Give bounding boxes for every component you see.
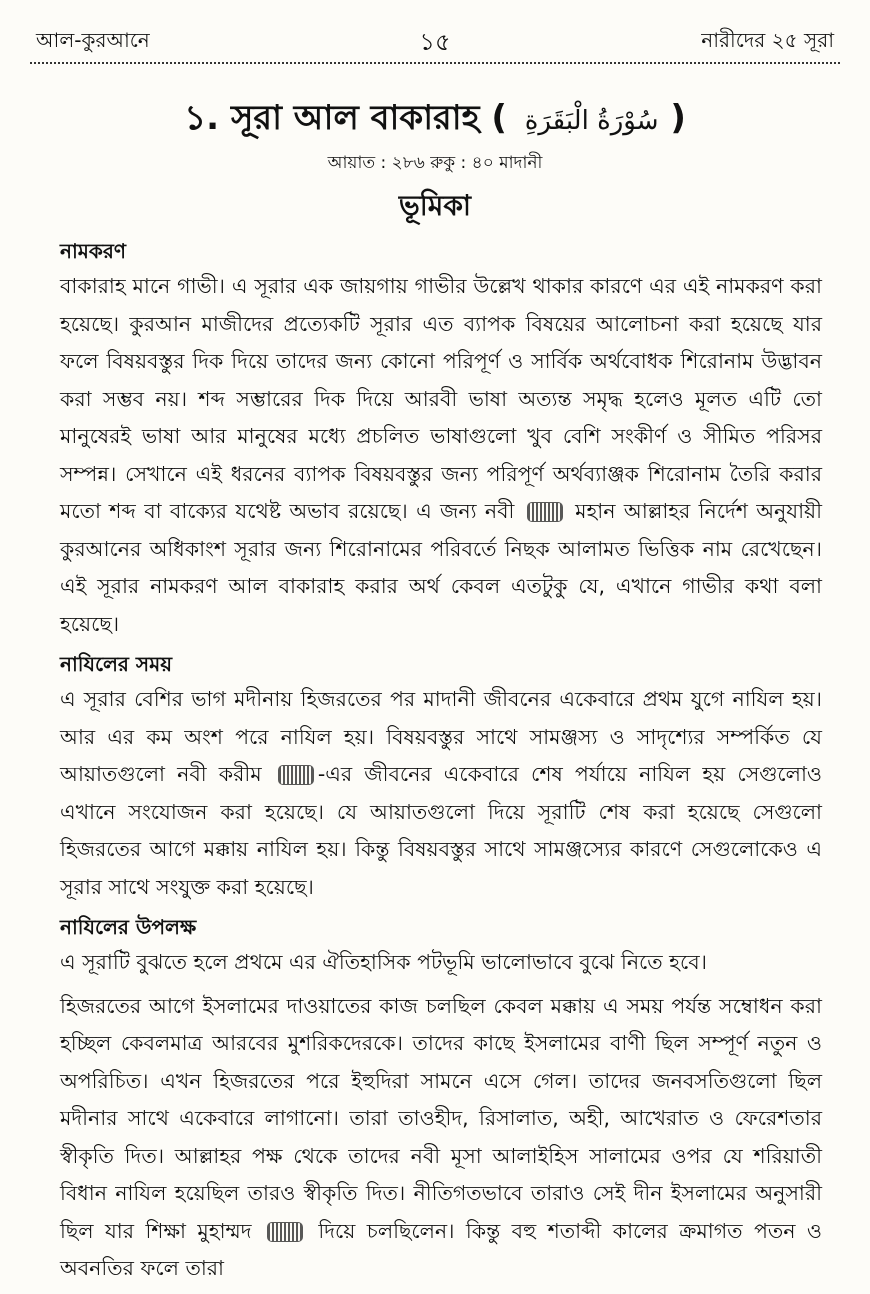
revelation-time-heading: নাযিলের সময় <box>60 652 172 676</box>
header-book-subtitle: নারীদের ২৫ সূরা <box>701 28 834 52</box>
naming-heading: নামকরণ <box>60 239 126 263</box>
surah-title <box>0 92 870 149</box>
revelation-text-1: এ সূরার বেশির ভাগ মদীনায় হিজরতের পর মাদানী জীবনের একেবারে প্রথম যুগে নাযিল হয়। আর এর কম অংশ পরে নাযিল হয়। বিষয়বস্তুর সাথে সামঞ্জস্য ও সাদৃশ্যের সম্পর্কিত যে আয়াতগুলো নবী করীম <box>60 687 822 786</box>
salawat-calligraphy-icon <box>267 1222 303 1242</box>
occasion-paragraph-2 <box>60 988 822 1288</box>
introduction-heading: ভূমিকা <box>398 189 472 222</box>
salawat-calligraphy-icon <box>278 765 314 785</box>
page-number: ১৫ <box>419 28 451 56</box>
naming-text-2: মহান আল্লাহর নির্দেশ অনুযায়ী কুরআনের অধিকাংশ সূরার জন্য শিরোনামের পরিবর্তে নিছক আলামত ভিত্তিক নাম রেখেছেন। এই সূরার নামকরণ আল বাকারাহ করার অর্থ কেবল এতটুকু যে, এখানে গাভীর কথা বলা হয়েছে। <box>60 499 822 636</box>
occasion-text-2b: দিয়ে চলছিলেন। কিন্তু বহু শতাব্দী কালের ক্রমাগত পতন ও অবনতির ফলে তারা <box>60 1218 822 1280</box>
salawat-calligraphy-icon <box>527 502 563 522</box>
naming-paragraph <box>60 268 822 643</box>
revelation-time-paragraph <box>60 681 822 906</box>
header-book-title: আল-কুরআনে <box>36 28 150 52</box>
naming-text-1: বাকারাহ মানে গাভী। এ সূরার এক জায়গায় গাভীর উল্লেখ থাকার কারণে এর এই নামকরণ করা হয়েছে। কুরআন মাজীদের প্রত্যেকটি সূরার এত ব্যাপক বিষয়ের আলোচনা করা হয়েছে যার ফলে বিষয়বস্তুর দিক দিয়ে তাদের জন্য কোনো পরিপূর্ণ ও সার্বিক অর্থবোধক শিরোনাম উদ্ভাবন করা সম্ভব নয়। শব্দ সম্ভারের দিক দিয়ে আরবী ভাষা অত্যন্ত সমৃদ্ধ হলেও মূলত এটি তো মানুষেরই ভাষা আর মানুষের মধ্যে প্রচলিত ভাষাগুলো খুব বেশি সংকীর্ণ ও সীমিত পরিসর সম্পন্ন। সেখানে এই ধরনের ব্যাপক বিষয়বস্তুর জন্য পরিপূর্ণ অর্থব্যাঞ্জক শিরোনাম তৈরি করার মতো শব্দ বা বাক্যের যথেষ্ট অভাব রয়েছে। এ জন্য নবী <box>60 274 822 523</box>
main-content <box>60 236 822 1294</box>
surah-title-close: ) <box>670 98 686 138</box>
surah-title-arabic: سُوْرَةُ الْبَقَرَةِ <box>524 106 659 136</box>
occasion-paragraph-1: এ সূরাটি বুঝতে হলে প্রথমে এর ঐতিহাসিক পটভূমি ভালোভাবে বুঝে নিতে হবে। <box>60 950 707 974</box>
occasion-heading: নাযিলের উপলক্ষ <box>60 915 197 939</box>
surah-title-bengali: ১. সূরা আল বাকারাহ ( <box>184 98 507 138</box>
page-header <box>30 6 840 64</box>
revelation-text-2: -এর জীবনের একেবারে শেষ পর্যায়ে নাযিল হয় সেগুলোও এখানে সংযোজন করা হয়েছে। যে আয়াতগুলো দিয়ে সূরাটি শেষ করা হয়েছে সেগুলো হিজরতের আগে মক্কায় নাযিল হয়। কিন্তু বিষয়বস্তুর সাথে সামঞ্জস্যের কারণে সেগুলোকেও এ সূরার সাথে সংযুক্ত করা হয়েছে। <box>60 762 822 899</box>
surah-meta: আয়াত : ২৮৬ রুকু : ৪০ মাদানী <box>327 153 543 173</box>
occasion-text-2a: হিজরতের আগে ইসলামের দাওয়াতের কাজ চলছিল কেবল মক্কায় এ সময় পর্যন্ত সম্বোধন করা হচ্ছিল কেবলমাত্র আরবের মুশরিকদেরকে। তাদের কাছে ইসলামের বাণী ছিল সম্পূর্ণ নতুন ও অপরিচিত। এখন হিজরতের পরে ইহুদিরা সামনে এসে গেল। তাদের জনবসতিগুলো ছিল মদীনার সাথে একেবারে লাগানো। তারা তাওহীদ, রিসালাত, অহী, আখেরাত ও ফেরেশতার স্বীকৃতি দিত। আল্লাহর পক্ষ থেকে তাদের নবী মূসা আলাইহিস সালামের ওপর যে শরিয়াতী বিধান নাযিল হয়েছিল তারও স্বীকৃতি দিত। নীতিগতভাবে তারাও সেই দীন ইসলামের অনুসারী ছিল যার শিক্ষা মুহাম্মদ <box>60 993 822 1243</box>
